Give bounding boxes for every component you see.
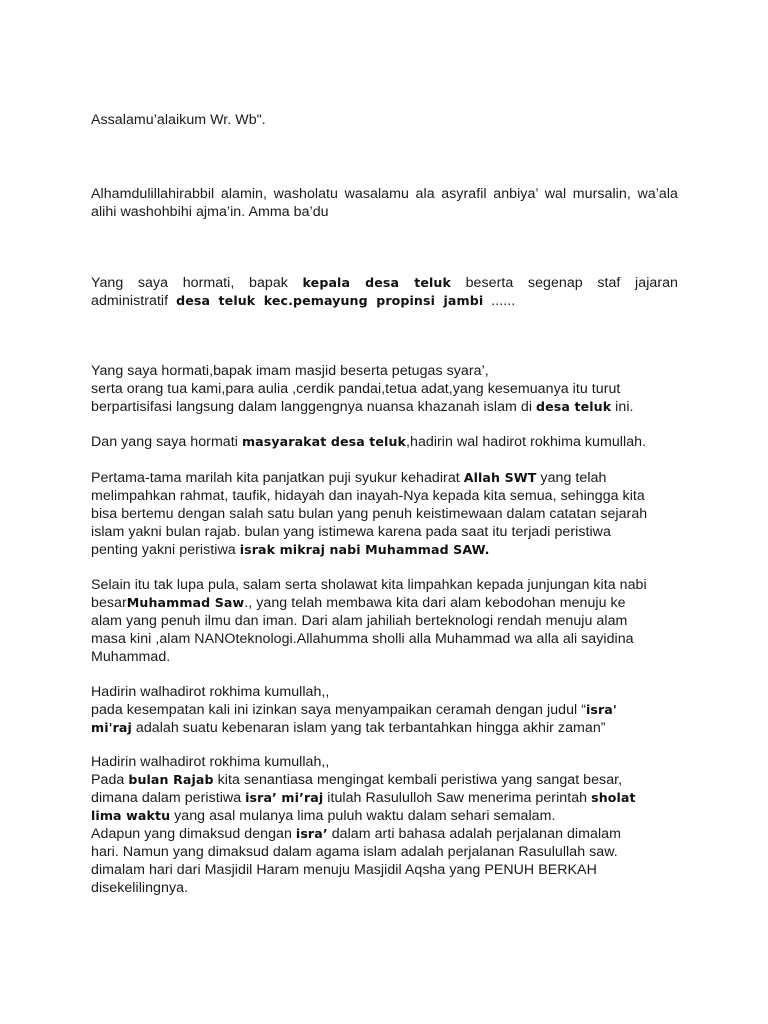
text: Pada: [91, 772, 129, 788]
bold-text: isra’ mi’raj: [245, 790, 324, 805]
text: yang telah: [536, 470, 607, 486]
bold-text: kepala desa teluk: [302, 275, 451, 290]
greeting: Assalamu’alaikum Wr. Wb".: [91, 112, 266, 128]
text-line: dimalam hari dari Masjidil Haram menuju Masjidil Aqsha yang PENUH BERKAH: [91, 862, 597, 878]
text-line: [91, 469, 678, 487]
bold-text: desa teluk: [536, 399, 612, 414]
paragraph-respect-village-head: [91, 274, 678, 310]
text: besar: [91, 595, 127, 611]
text: pada kesempatan kali ini izinkan saya menyampaikan ceramah dengan judul “: [91, 702, 586, 718]
bold-text: mi'raj: [91, 720, 132, 735]
text-line: Hadirin walhadirot rokhima kumullah,,: [91, 754, 330, 770]
text: kita senantiasa mengingat kembali peristiwa yang sangat besar,: [213, 772, 623, 788]
paragraph-gratitude: [91, 469, 678, 559]
paragraph-lecture-title: [91, 683, 678, 737]
text-line: masa kini ,alam NANOteknologi.Allahumma sholli alla Muhammad wa alla ali sayidina: [91, 631, 634, 647]
text-line: [91, 701, 678, 719]
text: Adapun yang dimaksud dengan: [91, 826, 296, 842]
text: dalam arti bahasa adalah perjalanan dimalam: [327, 826, 621, 842]
text-line: Muhammad.: [91, 649, 171, 665]
text: Pertama-tama marilah kita panjatkan puji syukur kehadirat: [91, 470, 464, 486]
paragraph-respect-imam: [91, 362, 678, 416]
text-line: alam yang penuh ilmu dan iman. Dari alam jahiliah berteknologi rendah menuju alam: [91, 613, 628, 629]
text-line: Hadirin walhadirot rokhima kumullah,,: [91, 684, 330, 700]
text: Yang saya hormati, bapak: [91, 275, 303, 291]
text: itulah Rasululloh Saw menerima perintah: [323, 790, 592, 806]
bold-text: isra’: [295, 826, 328, 841]
text: Dan yang saya hormati: [91, 434, 242, 450]
text-line: Selain itu tak lupa pula, salam serta sholawat kita limpahkan kepada junjungan kita nabi: [91, 577, 647, 593]
text-line: hari. Namun yang dimaksud dalam agama islam adalah perjalanan Rasulullah saw.: [91, 844, 618, 860]
text-line: [91, 398, 678, 416]
paragraph-respect-community: [91, 433, 678, 451]
text-line: melimpahkan rahmat, taufik, hidayah dan inayah-Nya kepada kita semua, sehingga kita: [91, 488, 645, 504]
bold-text: sholat: [591, 790, 636, 805]
text: beserta segenap staf jajaran administratif: [91, 275, 678, 309]
text-line: bisa bertemu dengan salah satu bulan yang penuh keistimewaan dalam catatan sejarah: [91, 506, 648, 522]
bold-text: isra': [585, 702, 617, 717]
text-line: [91, 771, 678, 789]
text-line: [91, 789, 678, 807]
text-line: [91, 594, 678, 612]
text: penting yakni peristiwa: [91, 542, 240, 558]
text: ini.: [611, 399, 634, 415]
bold-text: israk mikraj nabi Muhammad SAW.: [239, 542, 490, 557]
text-line: Yang saya hormati,bapak imam masjid beserta petugas syara’,: [91, 363, 489, 379]
text-line: [91, 719, 678, 737]
paragraph-sholawat: [91, 576, 678, 666]
text: berpartisifasi langsung dalam langgengnya nuansa khazanah islam di: [91, 399, 537, 415]
bold-text: Allah SWT: [463, 470, 537, 485]
text-line: islam yakni bulan rajab. bulan yang istimewa karena pada saat itu terjadi peristiwa: [91, 524, 611, 540]
text-line: disekelilingnya.: [91, 880, 189, 896]
text-line: [91, 807, 678, 825]
bold-text: masyarakat desa teluk: [241, 434, 407, 449]
paragraph-isra-miraj: [91, 753, 678, 897]
text: dimana dalam peristiwa: [91, 790, 246, 806]
opening-paragraph: Alhamdulillahirabbil alamin, washolatu wasalamu ala asyrafil anbiya’ wal mursalin, wa’ala alihi washohbihi ajma’in. Amma ba’du: [91, 186, 678, 220]
text: ......: [483, 293, 516, 309]
text-line: serta orang tua kami,para aulia ,cerdik pandai,tetua adat,yang kesemuanya itu turut: [91, 381, 621, 397]
bold-text: lima waktu: [91, 808, 171, 823]
bold-text: bulan Rajab: [128, 772, 214, 787]
text: adalah suatu kebenaran islam yang tak terbantahkan hingga akhir zaman”: [131, 720, 606, 736]
text: ,hadirin wal hadirot rokhima kumullah.: [406, 434, 647, 450]
bold-text: Muhammad Saw: [126, 595, 245, 610]
bold-text: desa teluk kec.pemayung propinsi jambi: [176, 293, 484, 308]
text-line: [91, 541, 678, 559]
text: ., yang telah membawa kita dari alam kebodohan menuju ke: [244, 595, 626, 611]
text-line: [91, 825, 678, 843]
text: yang asal mulanya lima puluh waktu dalam sehari semalam.: [170, 808, 556, 824]
